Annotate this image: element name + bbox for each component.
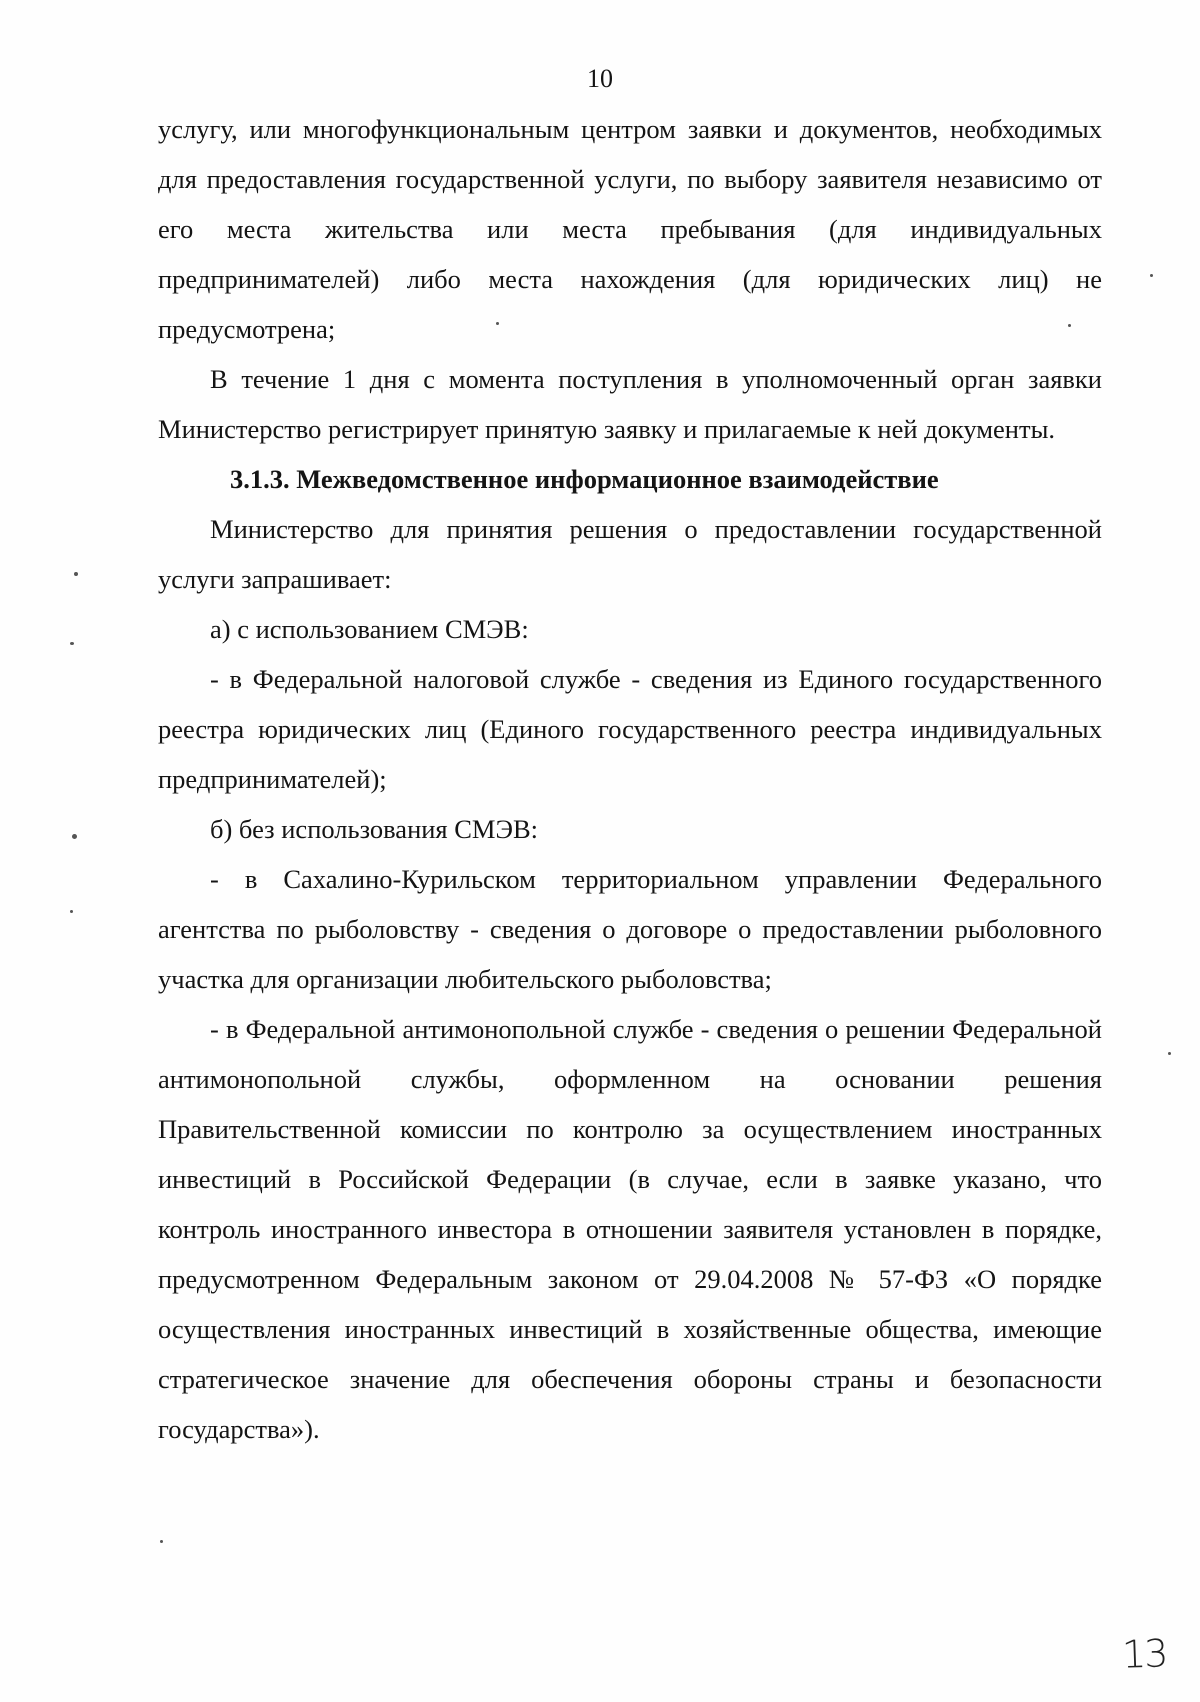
list-item-fishery-agency: - в Сахалино-Курильском территориальном управлении Федерального агентства по рыболовству - сведения о договоре о предоставлении рыболовного участка для организации любительского рыболовства; [158,864,1102,994]
scan-speck [160,1540,163,1543]
scan-speck [1150,274,1153,277]
section-heading: 3.1.3. Межведомственное информационное взаимодействие [230,464,939,494]
list-item-antimonopoly-service: - в Федеральной антимонопольной службе - сведения о решении Федеральной антимонопольной службы, оформленном на основании решения Правительственной комиссии по контролю за осуществлением иностранных инвестиций в Российской Федерации (в случае, если в заявке указано, что контроль иностранного инвестора в отношении заявителя установлен в порядке, предусмотренном Федеральным законом от 29.04.2008 № 57-ФЗ «О порядке осуществления иностранных инвестиций в хозяйственные общества, имеющие стратегическое значение для обеспечения обороны страны и безопасности государства»). [158,1014,1102,1444]
scan-speck [1168,1052,1171,1055]
handwritten-sheet-number: 13 [1120,1631,1167,1677]
paragraph-continuation: услугу, или многофункциональным центром заявки и документов, необходимых для предоставления государственной услуги, по выбору заявителя независимо от его места жительства или места пребывания (для индивидуальных предпринимателей) либо места нахождения (для юридических лиц) не предусмотрена; [158,114,1102,344]
list-item-a: а) с использованием СМЭВ: [210,614,529,644]
list-item-tax-service: - в Федеральной налоговой службе - сведения из Единого государственного реестра юридических лиц (Единого государственного реестра индивидуальных предпринимателей); [158,664,1102,794]
paragraph-ministry-request: Министерство для принятия решения о предоставлении государственной услуги запрашивает: [158,514,1102,594]
scan-speck [496,322,499,325]
scan-speck [1068,324,1071,327]
scan-speck [74,572,78,576]
scan-speck [70,910,73,913]
scan-speck [70,642,74,645]
scan-speck [72,834,77,839]
page-number: 10 [587,64,613,93]
document-body [158,104,1102,1454]
list-item-b: б) без использования СМЭВ: [210,814,539,844]
paragraph-registration: В течение 1 дня с момента поступления в уполномоченный орган заявки Министерство регистрирует принятую заявку и прилагаемые к ней документы. [158,364,1102,444]
